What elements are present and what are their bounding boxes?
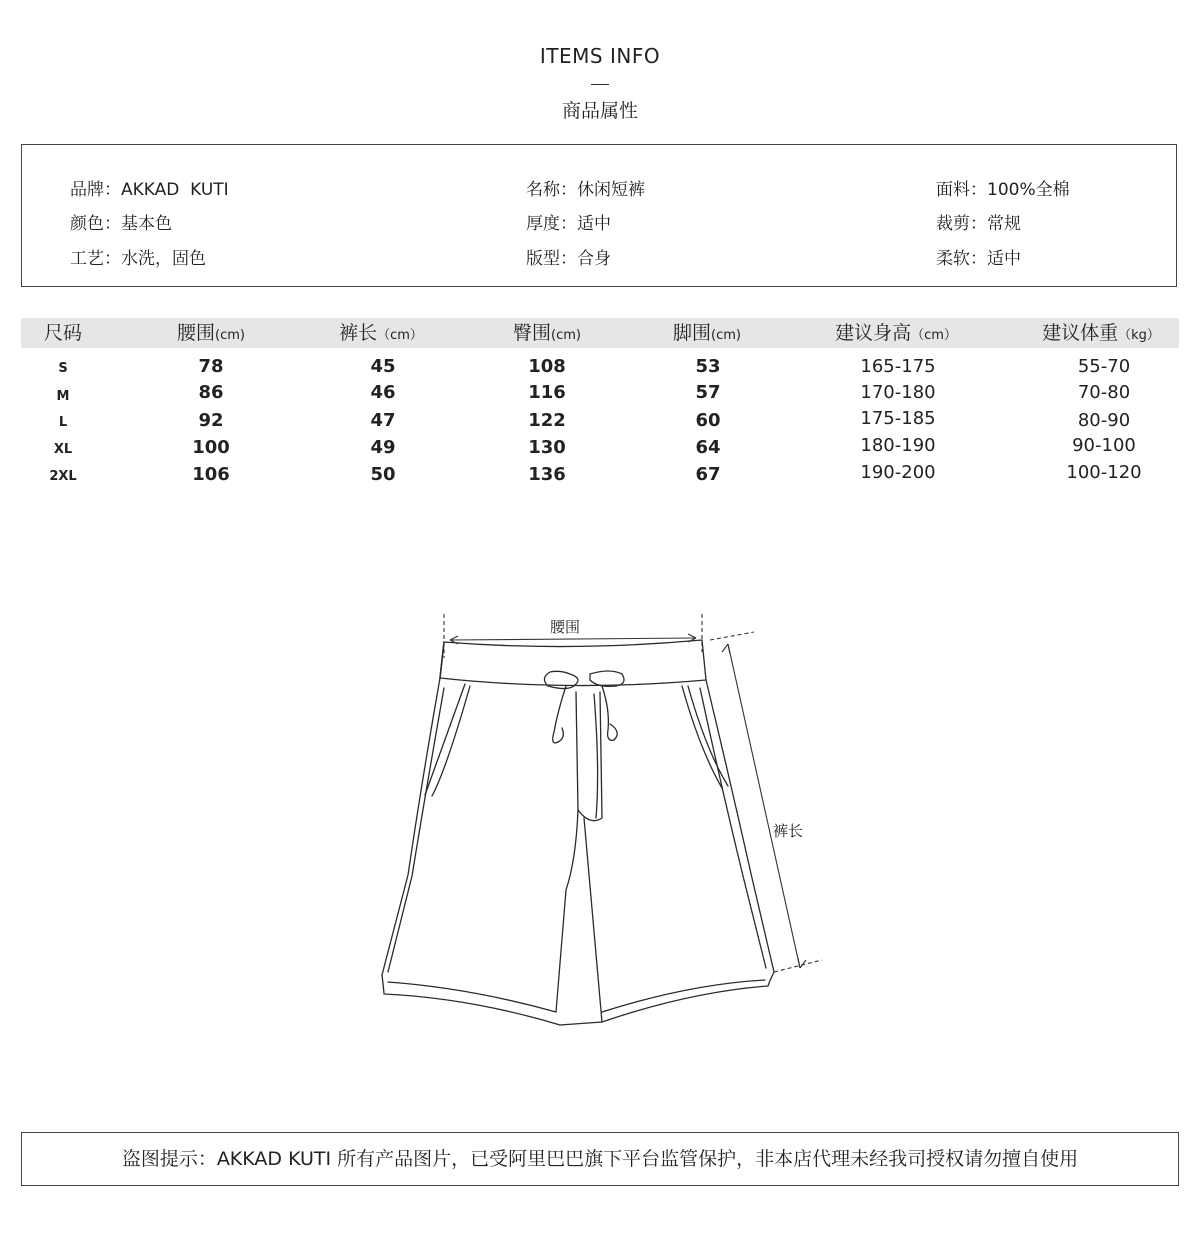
cell-hip: 116 — [528, 382, 566, 403]
cell-hip: 136 — [528, 464, 566, 485]
info-thickness: 厚度：适中 — [526, 214, 611, 234]
waist-label: 腰围 — [550, 618, 581, 636]
cell-hem: 53 — [695, 356, 721, 377]
shorts-line-drawing — [370, 600, 830, 1040]
header-hip: 臀围(cm) — [513, 322, 581, 344]
size-table — [21, 318, 1179, 485]
cell-length: 49 — [370, 437, 396, 458]
header-weight: 建议体重（kg） — [1042, 322, 1160, 344]
product-info-box — [21, 144, 1177, 287]
cell-length: 47 — [370, 410, 396, 431]
info-name: 名称：休闲短裤 — [526, 180, 645, 200]
cell-hip: 130 — [528, 437, 566, 458]
cell-weight: 80-90 — [1077, 410, 1131, 431]
cell-size: M — [56, 389, 70, 404]
length-label: 裤长 — [773, 822, 804, 840]
header-height: 建议身高（cm） — [835, 322, 957, 344]
table-row — [21, 435, 1179, 461]
cell-waist: 100 — [192, 437, 230, 458]
header-waist: 腰围(cm) — [177, 322, 245, 344]
table-row — [21, 462, 1179, 488]
title-divider — [591, 84, 609, 85]
cell-hip: 122 — [528, 410, 566, 431]
info-brand: 品牌：AKKAD KUTI — [70, 180, 229, 200]
cell-hem: 57 — [695, 382, 721, 403]
shorts-measurement-diagram — [370, 600, 830, 1040]
cell-hem: 67 — [695, 464, 721, 485]
cell-weight: 55-70 — [1077, 356, 1131, 377]
info-cut: 裁剪：常规 — [936, 214, 1021, 234]
cell-height: 170-180 — [860, 382, 936, 403]
cell-length: 46 — [370, 382, 396, 403]
cell-height: 190-200 — [860, 462, 936, 483]
info-softness: 柔软：适中 — [936, 249, 1021, 269]
cell-hem: 60 — [695, 410, 721, 431]
cell-weight: 100-120 — [1066, 462, 1142, 483]
cell-length: 50 — [370, 464, 396, 485]
size-table-header — [21, 318, 1179, 348]
table-row — [21, 380, 1179, 406]
cell-length: 45 — [370, 356, 396, 377]
table-row — [21, 354, 1179, 380]
copyright-notice-text: 盗图提示：AKKAD KUTI 所有产品图片，已受阿里巴巴旗下平台监管保护，非本店代理未经我司授权请勿擅自使用 — [121, 1148, 1079, 1170]
cell-waist: 78 — [198, 356, 224, 377]
cell-height: 175-185 — [860, 408, 936, 429]
cell-waist: 86 — [198, 382, 224, 403]
page-title-en: ITEMS INFO — [539, 44, 661, 68]
header-hem: 脚围(cm) — [673, 322, 741, 344]
info-fabric: 面料：100%全棉 — [936, 180, 1070, 200]
cell-size: L — [58, 415, 68, 430]
info-craft: 工艺：水洗，固色 — [70, 249, 206, 269]
cell-waist: 106 — [192, 464, 230, 485]
table-row — [21, 408, 1179, 434]
cell-size: S — [58, 361, 68, 376]
cell-size: XL — [53, 442, 73, 457]
header-size: 尺码 — [43, 322, 82, 344]
header-length: 裤长（cm） — [339, 322, 423, 344]
page-title-cn: 商品属性 — [561, 100, 638, 122]
copyright-notice — [21, 1132, 1179, 1186]
cell-height: 165-175 — [860, 356, 936, 377]
cell-hip: 108 — [528, 356, 566, 377]
info-color: 颜色：基本色 — [70, 214, 172, 234]
cell-hem: 64 — [695, 437, 721, 458]
cell-height: 180-190 — [860, 435, 936, 456]
cell-weight: 70-80 — [1077, 382, 1131, 403]
cell-waist: 92 — [198, 410, 224, 431]
cell-weight: 90-100 — [1072, 435, 1136, 456]
info-fit: 版型：合身 — [526, 249, 611, 269]
cell-size: 2XL — [49, 469, 77, 484]
